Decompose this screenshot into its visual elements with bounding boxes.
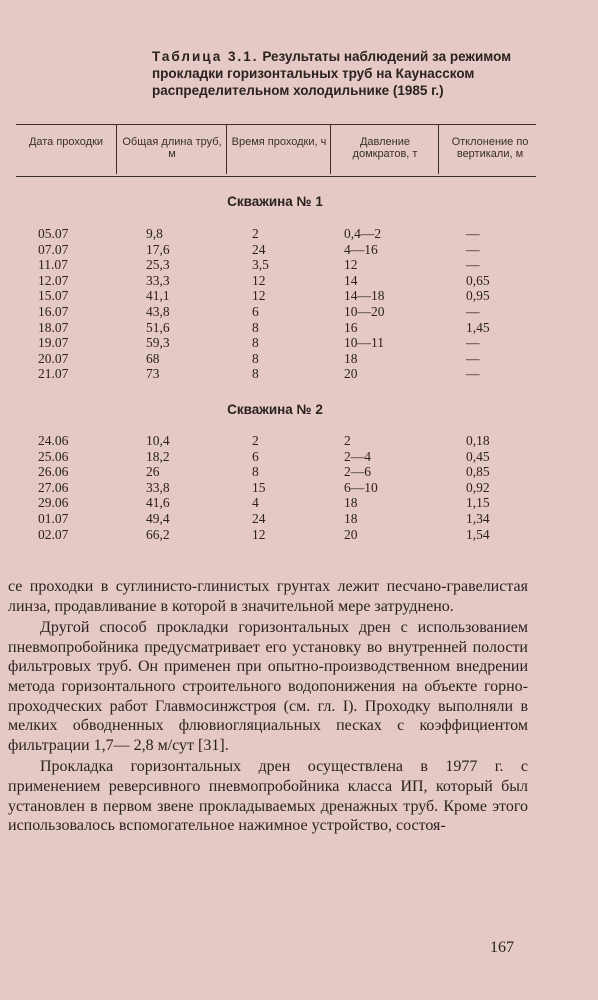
table-caption (152, 48, 532, 99)
table-cell: 0,95 (466, 288, 490, 304)
table-cell: 0,4—2 (344, 226, 382, 241)
column-header-deviation: Отклонение по вертикали, м (451, 136, 529, 160)
table-cell: 59,3 (146, 335, 170, 351)
table-cell: 0,92 (466, 479, 490, 495)
paragraph: се проходки в суглинисто-глинистых грунтах лежит песчано-гравелистая линза, продавливание в которой в значительной мере затруднено. (8, 578, 528, 615)
table-cell: 20.07 (38, 350, 69, 366)
table-cell: 18.07 (38, 319, 69, 335)
table-cell: 9,8 (146, 226, 163, 241)
table-cell: 20 (344, 526, 358, 542)
table-row (16, 288, 536, 304)
table-cell: — (466, 335, 480, 351)
table-cell: 51,6 (146, 319, 170, 335)
table-cell: 02.07 (38, 526, 69, 542)
table-cell: 16.07 (38, 303, 69, 319)
table-cell: 05.07 (38, 226, 69, 241)
table-cell: 73 (146, 366, 160, 382)
table-cell: 10—20 (344, 303, 385, 319)
table-row (16, 257, 536, 273)
table-cell: — (466, 303, 480, 319)
header-bottom-rule (16, 176, 536, 177)
table-cell: 4 (252, 495, 259, 511)
table-cell: 15.07 (38, 288, 69, 304)
table-cell: 21.07 (38, 366, 69, 382)
table-cell: 49,4 (146, 510, 170, 526)
column-header-pressure: Давление домкратов, т (352, 136, 418, 160)
table-cell: 24 (252, 510, 266, 526)
table-cell: — (466, 366, 480, 382)
table-cell: 2 (252, 226, 259, 241)
table-cell: 6—10 (344, 479, 378, 495)
table-cell: 11.07 (38, 257, 68, 273)
table-cell: 66,2 (146, 526, 170, 542)
paragraph: Прокладка горизонтальных дрен осуществлена в 1977 г. с применением реверсивного пневмопробойника класса ИП, который был установлен в первом звене прокладываемых дренажных труб. Кроме этого использовалось вспомогательное нажимное устройство, состоя- (8, 758, 528, 835)
column-header-length: Общая длина труб, м (122, 136, 222, 160)
table-caption-label: Таблица 3.1. (152, 49, 259, 64)
body-text (8, 577, 528, 836)
table-cell: 14 (344, 272, 358, 288)
table-cell: 19.07 (38, 335, 69, 351)
table-cell: 2 (252, 433, 259, 448)
table-cell: 3,5 (252, 257, 269, 273)
table-cell: 10,4 (146, 433, 170, 448)
header-divider (226, 124, 227, 174)
table-caption-text: Результаты наблюдений за режимом прокладки горизонтальных труб на Каунасском распределительном холодильнике (1985 г.) (152, 49, 512, 98)
table-cell: 8 (252, 464, 259, 480)
table-cell: 16 (344, 319, 358, 335)
table-cell: 10—11 (344, 335, 384, 351)
table-row (16, 480, 536, 496)
table-cell: 68 (146, 350, 160, 366)
table-cell: 8 (252, 350, 259, 366)
section-1-rows (16, 226, 536, 382)
table-cell: 6 (252, 448, 259, 464)
table-row (16, 449, 536, 465)
header-divider (116, 124, 117, 174)
table-cell: 17,6 (146, 241, 170, 257)
table-row (16, 527, 536, 543)
table-cell: 33,8 (146, 479, 170, 495)
table-cell: 2—4 (344, 448, 371, 464)
table-cell: 43,8 (146, 303, 170, 319)
section-2-rows (16, 433, 536, 542)
table-cell: 4—16 (344, 241, 378, 257)
section-title: Скважина № 2 (227, 402, 323, 417)
table-cell: 25.06 (38, 448, 69, 464)
table-cell: 8 (252, 366, 259, 382)
table-cell: — (466, 226, 480, 241)
table-cell: 0,45 (466, 448, 490, 464)
table-row (16, 226, 536, 242)
table-cell: 24.06 (38, 433, 69, 448)
table-cell: 1,45 (466, 319, 490, 335)
table-cell: 26 (146, 464, 160, 480)
table-cell: 1,15 (466, 495, 490, 511)
table-cell: 2 (344, 433, 351, 448)
table-cell: 33,3 (146, 272, 170, 288)
table-row (16, 464, 536, 480)
table-cell: 6 (252, 303, 259, 319)
table-cell: — (466, 257, 480, 273)
table-row (16, 335, 536, 351)
table-cell: — (466, 350, 480, 366)
table-row (16, 351, 536, 367)
table-cell: 0,65 (466, 272, 490, 288)
header-divider (330, 124, 331, 174)
table-cell: 15 (252, 479, 266, 495)
column-header-time: Время проходки, ч (231, 136, 327, 148)
table-cell: 07.07 (38, 241, 69, 257)
table-cell: 1,34 (466, 510, 490, 526)
table-row (16, 304, 536, 320)
table-row (16, 495, 536, 511)
table-cell: 12 (344, 257, 358, 273)
table-cell: 8 (252, 335, 259, 351)
table-row (16, 366, 536, 382)
table-cell: 27.06 (38, 479, 69, 495)
table-cell: 29.06 (38, 495, 69, 511)
table-cell: 25,3 (146, 257, 170, 273)
table-cell: — (466, 241, 480, 257)
table-cell: 8 (252, 319, 259, 335)
table-cell: 18,2 (146, 448, 170, 464)
table-cell: 26.06 (38, 464, 69, 480)
table-cell: 2—6 (344, 464, 371, 480)
table-row (16, 273, 536, 289)
table-cell: 0,85 (466, 464, 490, 480)
table-cell: 41,6 (146, 495, 170, 511)
table-cell: 18 (344, 510, 358, 526)
page-number: 167 (490, 939, 514, 956)
table-row (16, 320, 536, 336)
table-cell: 20 (344, 366, 358, 382)
table-row (16, 511, 536, 527)
column-header-date: Дата проходки (28, 136, 104, 148)
table-cell: 12 (252, 288, 266, 304)
table-top-rule (16, 124, 536, 125)
table-row (16, 242, 536, 258)
table-cell: 14—18 (344, 288, 385, 304)
table-cell: 0,18 (466, 433, 490, 448)
table-cell: 41,1 (146, 288, 170, 304)
table-cell: 12.07 (38, 272, 69, 288)
table-cell: 18 (344, 350, 358, 366)
table-cell: 1,54 (466, 526, 490, 542)
table-cell: 01.07 (38, 510, 69, 526)
table-cell: 12 (252, 272, 266, 288)
table-row (16, 433, 536, 449)
table-cell: 18 (344, 495, 358, 511)
table-cell: 12 (252, 526, 266, 542)
paragraph: Другой способ прокладки горизонтальных дрен с использованием пневмопробойника предусматривает его установку во внутренней полости фильтровых труб. Он применен при опытно-производственном внедрении метода горизонтального строительного водопонижения на объекте горно-проходческих работ Главмосинжстроя (см. гл. I). Проходку выполняли в мелких обводненных флювиогляциальных песках с коэффициентом фильтрации 1,7— 2,8 м/сут [31]. (8, 619, 528, 754)
table-cell: 24 (252, 241, 266, 257)
header-divider (438, 124, 439, 174)
section-title: Скважина № 1 (227, 194, 323, 209)
